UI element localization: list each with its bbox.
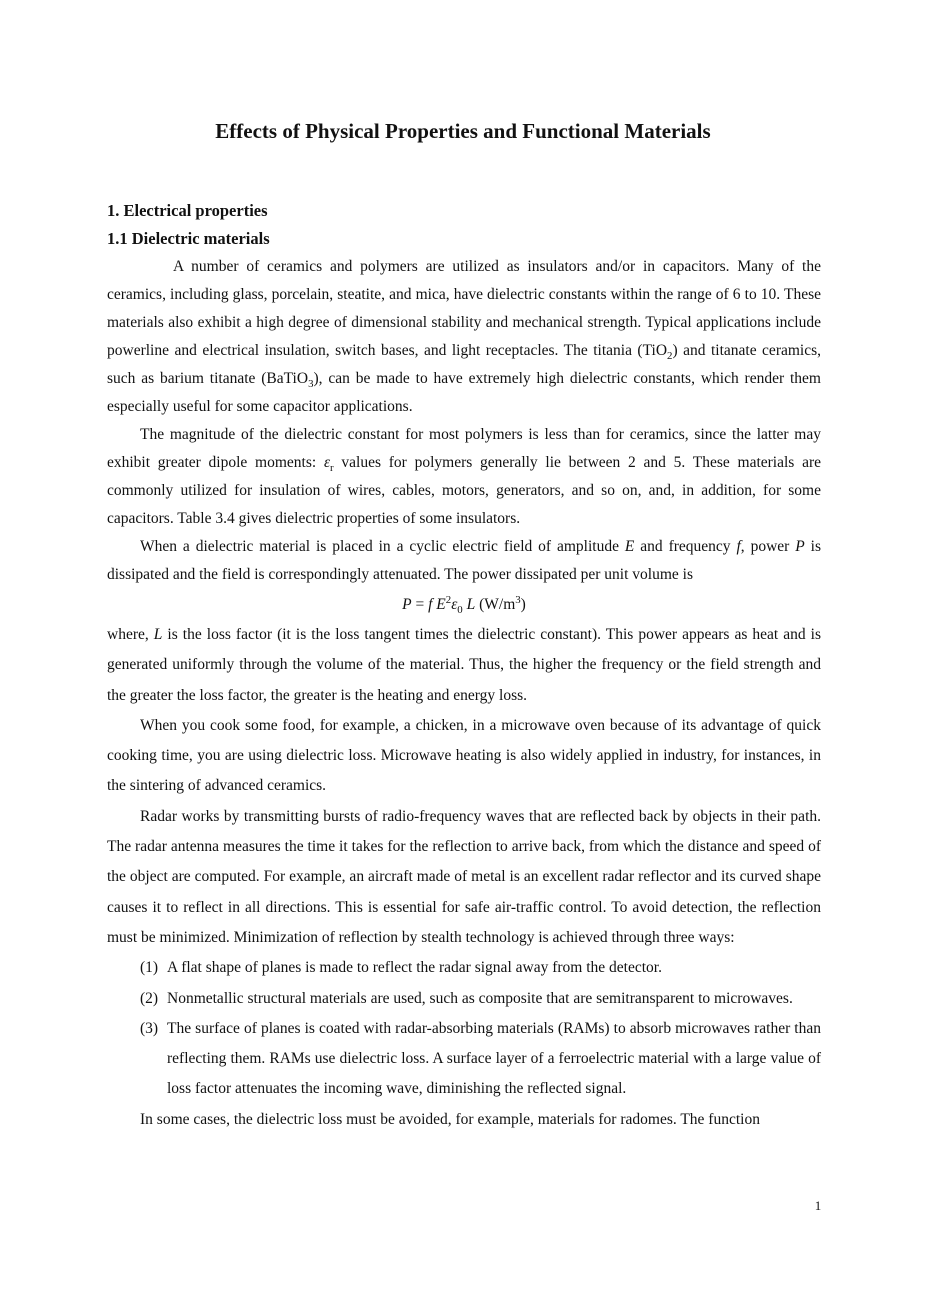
stealth-methods-list — [107, 953, 821, 1104]
list-item: (2) Nonmetallic structural materials are used, such as composite that are semitransparent to microwaves. — [140, 989, 793, 1007]
paragraph-radar: Radar works by transmitting bursts of radio-frequency waves that are reflected back by objects in their path. The radar antenna measures the time it takes for the reflection to arrive back, from which the distance and speed of the object are computed. For example, an aircraft made of metal is an excellent radar reflector and its curved shape causes it to reflect in all directions. This is essential for safe air-traffic control. To avoid detection, the reflection must be minimized. Minimization of reflection by stealth technology is achieved through three ways: — [107, 807, 821, 946]
list-item: (1) A flat shape of planes is made to reflect the radar signal away from the detector. — [140, 959, 662, 977]
power-equation: P = f $E^2\varepsilon_0$ L $(W/m^3)$ — [402, 593, 526, 617]
paragraph-power-dissipation: When a dielectric material is placed in a cyclic electric field of amplitude E and frequency f, power P is dissipated and the field is correspondingly attenuated. The power dissipated per unit volume is — [107, 538, 821, 583]
list-item: (3) The surface of planes is coated with radar-absorbing materials (RAMs) to absorb microwaves rather than reflecting them. RAMs use dielectric loss. A surface layer of a ferroelectric material with a large value of loss factor attenuates the incoming wave, diminishing the reflected signal. — [140, 1019, 821, 1098]
paragraph-radomes: In some cases, the dielectric loss must be avoided, for example, materials for radomes. The function — [140, 1110, 760, 1128]
paragraph-dielectric-polymers: The magnitude of the dielectric constant for most polymers is less than for ceramics, since the latter may exhibit greater dipole moments: $\varepsilon_r$ values for polymers generally lie between 2 and 5. These materials are commonly utilized for insulation of wires, cables, motors, generators, and so on, and, in addition, for some capacitors. Table 3.4 gives dielectric properties of some insulators. — [107, 426, 821, 527]
subsection-heading: 1.1 Dielectric materials — [107, 229, 270, 248]
paragraph-loss-factor: where, L is the loss factor (it is the loss tangent times the dielectric constant). This power appears as heat and is generated uniformly through the volume of the material. Thus, the higher the frequency or the field strength and the greater the loss factor, the greater is the heating and energy loss. — [107, 626, 821, 704]
page-title: Effects of Physical Properties and Functional Materials — [215, 119, 711, 143]
document-body — [107, 197, 821, 1135]
paragraph-dielectric-ceramics: A number of ceramics and polymers are utilized as insulators and/or in capacitors. Many of the ceramics, including glass, porcelain, steatite, and mica, have dielectric constants within the range of 6 to 10. These materials also exhibit a high degree of dimensional stability and mechanical strength. Typical applications include powerline and electrical insulation, switch bases, and light receptacles. The titania (TiO$_2$) and titanate ceramics, such as barium titanate (BaTiO$_3$), can be made to have extremely high dielectric constants, which render them especially useful for some capacitor applications. — [107, 258, 822, 415]
section-heading: 1. Electrical properties — [107, 201, 268, 220]
paragraph-microwave-heating: When you cook some food, for example, a chicken, in a microwave oven because of its advantage of quick cooking time, you are using dielectric loss. Microwave heating is also widely applied in industry, for instances, in the sintering of advanced ceramics. — [107, 716, 821, 795]
page-number: 1 — [814, 1198, 822, 1213]
